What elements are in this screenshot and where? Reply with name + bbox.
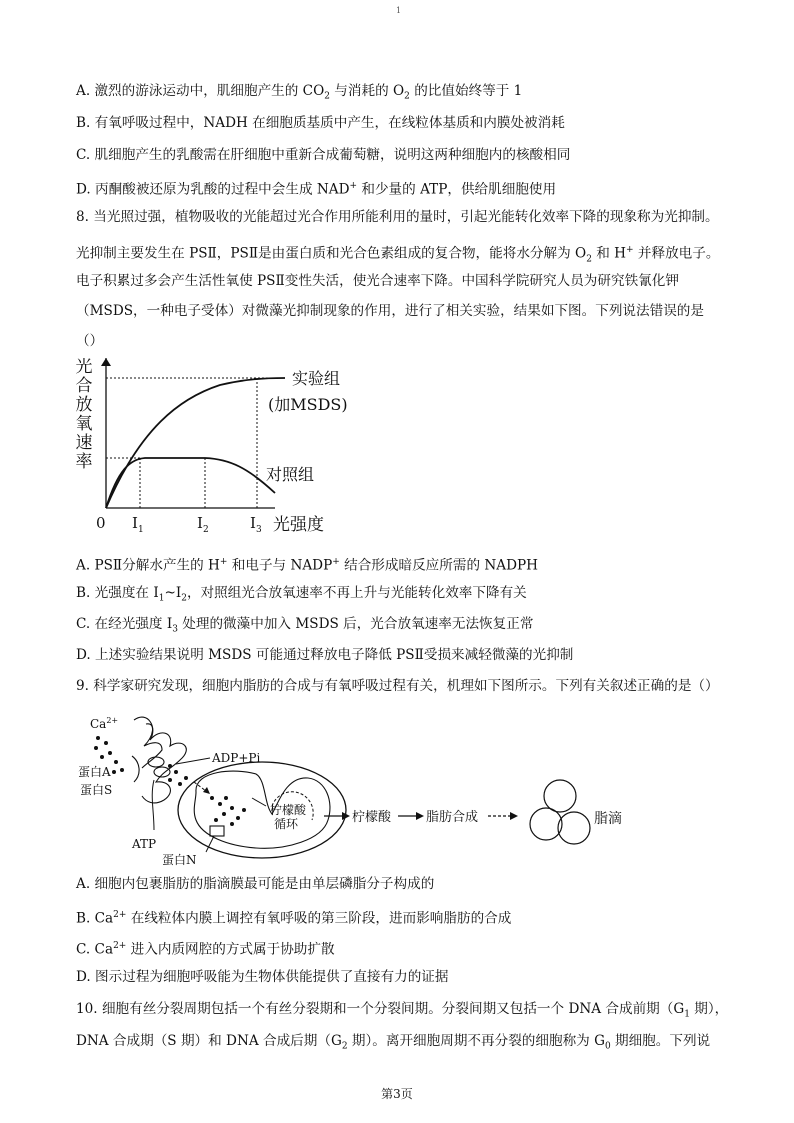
q8-stem-line1: 8. 当光照过强，植物吸收的光能超过光合作用所能利用的量时，引起光能转化效率下降的现象称为光抑制。	[76, 209, 719, 225]
svg-text:光合放氧速率	[76, 358, 93, 472]
page-top-mark: 1	[396, 6, 402, 15]
q8-stem-line2: 光抑制主要发生在 PSⅡ，PSⅡ是由蛋白质和光合色素组成的复合物，能将水分解为 $O_2$ 和 H+ 并释放电子。	[76, 245, 720, 265]
q9-option-a: A. 细胞内包裹脂肪的脂滴膜最可能是由单层磷脂分子构成的	[76, 876, 435, 892]
x-tick-i2: $I_2$	[197, 514, 209, 535]
atp-arrow	[152, 780, 154, 830]
adp-pi-label: ADP+Pi	[212, 751, 261, 765]
protein-n-channel	[210, 826, 224, 836]
q9-stem: 9. 科学家研究发现，细胞内脂肪的合成与有氧呼吸过程有关，机理如下图所示。下列有关叙述正确的是（）	[76, 678, 719, 694]
ca-transport-arrowhead	[203, 787, 210, 794]
y-axis-label-char: 氧	[75, 414, 93, 434]
ca-ions-mito	[210, 796, 246, 826]
q9-option-d: D. 图示过程为细胞呼吸能为生物体供能提供了直接有力的证据	[76, 969, 449, 985]
mitochondrion-outer	[178, 762, 346, 858]
y-axis-arrow	[101, 358, 111, 366]
series-control-label: 对照组	[266, 465, 315, 484]
arrow-to-fat-synthesis-head	[416, 812, 424, 820]
endoplasmic-reticulum	[132, 717, 186, 803]
cycle-pointer	[252, 798, 266, 806]
series-control-curve	[106, 458, 275, 508]
ca-label: $Ca^{2+}$	[90, 716, 119, 731]
x-axis-label: 光强度	[273, 515, 324, 535]
q7-option-b: B. 有氧呼吸过程中，NADH 在细胞质基质中产生，在线粒体基质和内膜处被消耗	[76, 115, 565, 131]
mitochondrion-inner	[194, 771, 330, 848]
citric-cycle-label-2: 循环	[274, 817, 299, 831]
series-experimental-curve	[106, 378, 285, 508]
citric-acid-label: 柠檬酸	[352, 810, 392, 825]
x-tick-i3: $I_3$	[250, 514, 262, 535]
fat-synthesis-label: 脂肪合成	[426, 810, 479, 825]
q8-stem-line3: 电子积累过多会产生活性氧使 PSⅡ变性失活，使光合速率下降。中国科学院研究人员为研究铁氰化钾	[76, 273, 679, 289]
q7-option-c: C. 肌细胞产生的乳酸需在肝细胞中重新合成葡萄糖，说明这两种细胞内的核酸相同	[76, 147, 571, 163]
q8-chart	[70, 358, 360, 543]
q8-option-c: C. 在经光强度 $I_3$ 处理的微藻中加入 MSDS 后，光合放氧速率无法恢复正常	[76, 616, 534, 635]
q8-stem-line4: （MSDS，一种电子受体）对微藻光抑制现象的作用，进行了相关实验，结果如下图。下列说法错误的是	[76, 303, 704, 319]
q8-option-a: A. PSⅡ分解水产生的 H+ 和电子与 NADP+ 结合形成暗反应所需的 NADPH	[76, 557, 538, 574]
lipid-droplets	[530, 780, 590, 844]
y-axis-label-char: 放	[75, 395, 93, 415]
q8-stem-line5: （）	[76, 333, 104, 349]
series-experimental-label: 实验组	[292, 369, 341, 388]
y-axis-label	[76, 358, 93, 472]
y-axis-label-char: 率	[75, 452, 93, 472]
x-tick-i1: $I_1$	[132, 514, 144, 535]
ca-ions-er	[168, 764, 188, 786]
q7-option-d: D. 丙酮酸被还原为乳酸的过程中会生成 NAD+ 和少量的 ATP，供给肌细胞使用	[76, 181, 557, 198]
q9-option-c: C. $Ca^{2+}$ 进入内质网腔的方式属于协助扩散	[76, 941, 335, 958]
x-tick-0: 0	[96, 514, 106, 532]
series-experimental-label2: (加MSDS)	[268, 395, 348, 414]
q9-option-b: B. $Ca^{2+}$ 在线粒体内膜上调控有氧呼吸的第三阶段，进而影响脂肪的合成	[76, 910, 512, 927]
q7-option-a: A. 激烈的游泳运动中，肌细胞产生的 $CO_2$ 与消耗的 $O_2$ 的比值始终等于 1	[76, 83, 523, 102]
protein-a-channel	[148, 757, 164, 767]
protein-a-label: 蛋白A	[78, 765, 111, 779]
protein-n-label: 蛋白N	[162, 853, 197, 867]
q8-option-d: D. 上述实验结果说明 MSDS 可能通过释放电子降低 PSⅡ受损来减轻微藻的光抑制	[76, 647, 574, 663]
lipid-droplet-label: 脂滴	[594, 811, 622, 827]
q8-option-b: B. 光强度在 $I_1\sim I_2$，对照组光合放氧速率不再上升与光能转化效率下降有关	[76, 585, 527, 604]
citric-cycle-label-1: 柠檬酸	[270, 803, 307, 817]
q9-diagram	[76, 710, 646, 870]
protein-s-label: 蛋白S	[80, 783, 113, 797]
page-footer: 第3页	[381, 1087, 413, 1101]
y-axis-label-char: 合	[75, 376, 93, 396]
y-axis-label-char: 光	[75, 358, 93, 377]
y-axis-label-char: 速	[75, 433, 93, 453]
q10-stem-line2: DNA 合成期（S 期）和 DNA 合成后期（$G_2$ 期）。离开细胞周期不再分裂的细胞称为 $G_0$ 期细胞。下列说	[76, 1033, 711, 1052]
q10-stem-line1: 10. 细胞有丝分裂周期包括一个有丝分裂期和一个分裂间期。分裂间期又包括一个 DNA 合成前期（$G_1$ 期），	[76, 1001, 729, 1020]
arrow-to-droplet-head	[510, 812, 518, 820]
atp-label: ATP	[132, 837, 157, 851]
